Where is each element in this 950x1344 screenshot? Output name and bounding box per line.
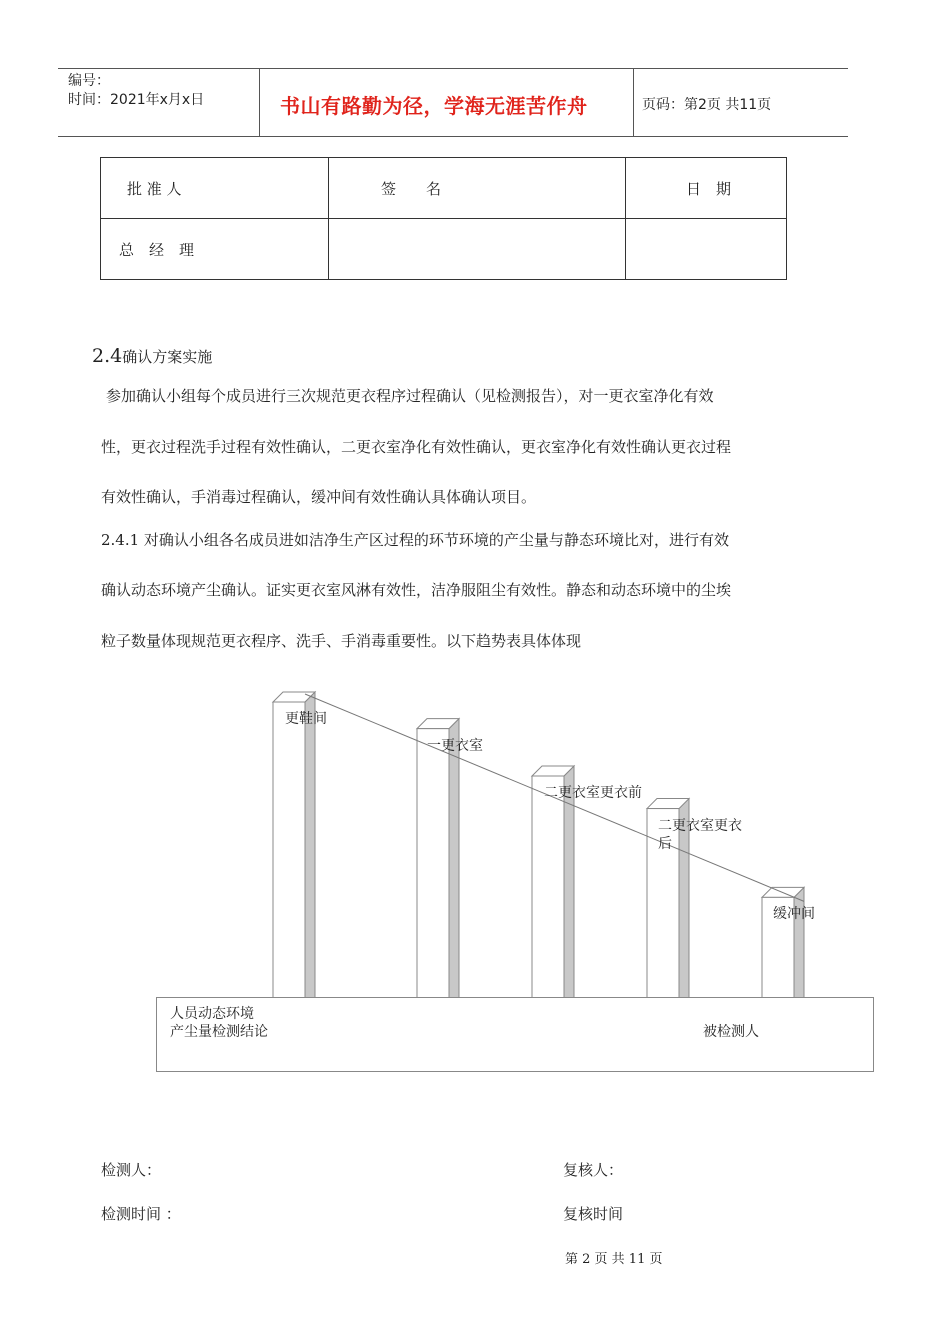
bar xyxy=(273,702,305,998)
chart-base-left-text: 人员动态环境 产尘量检测结论 xyxy=(170,1006,268,1040)
review-time-label: 复核时间 xyxy=(563,1205,624,1223)
section-title: 确认方案实施 xyxy=(122,348,213,366)
approver-role: 总 经 理 xyxy=(101,219,329,280)
test-time-label: 检测时间 ： xyxy=(101,1205,181,1223)
document-number: 编号： xyxy=(68,73,110,89)
bar-category-label: 二更衣室更衣前 xyxy=(544,785,642,801)
bar-side xyxy=(449,719,459,998)
paragraph-line: 有效性确认，手消毒过程确认，缓冲间有效性确认具体确认项目。 xyxy=(101,488,537,506)
header-motto: 书山有路勤为径，学海无涯苦作舟 xyxy=(280,94,588,118)
footer-page-number: 第 2 页 共 11 页 xyxy=(565,1252,663,1267)
reviewer-label: 复核人： xyxy=(563,1161,624,1179)
bar-side xyxy=(794,887,804,998)
bar xyxy=(532,776,564,998)
paragraph-line: 粒子数量体现规范更衣程序、洗手、手消毒重要性。以下趋势表具体体现 xyxy=(101,632,582,650)
bar-side xyxy=(305,692,315,998)
approver-header: 批 准 人 xyxy=(101,158,329,219)
bar-category-label: 二更衣室更衣 后 xyxy=(658,817,742,852)
bar-category-label: 缓冲间 xyxy=(773,906,815,923)
paragraph-line: 性，更衣过程洗手过程有效性确认，二更衣室净化有效性确认，更衣室净化有效性确认更衣过程 xyxy=(101,438,732,456)
signature-header: 签 名 xyxy=(329,158,626,219)
paragraph-line: 参加确认小组每个成员进行三次规范更衣程序过程确认（见检测报告），对一更衣室净化有效 xyxy=(106,387,714,405)
bar xyxy=(417,729,449,998)
bar-category-label: 更鞋间 xyxy=(285,711,327,727)
document-time: 时间：2021年x月x日 xyxy=(68,92,205,108)
bar-category-label: 一更衣室 xyxy=(427,737,483,754)
section-number: 2.4 xyxy=(92,345,123,367)
date-header: 日 期 xyxy=(626,158,787,219)
chart-base-right-text: 被检测人 xyxy=(703,1024,759,1040)
header-page-number: 页码：第2页 共11页 xyxy=(642,97,772,113)
paragraph-line: 2.4.1 对确认小组各名成员进如洁净生产区过程的环节环境的产尘量与静态环境比对，进行有效 xyxy=(101,531,729,549)
paragraph-line: 确认动态环境产尘确认。证实更衣室风淋有效性，洁净服阻尘有效性。静态和动态环境中的尘埃 xyxy=(101,581,732,599)
tester-label: 检测人： xyxy=(101,1161,162,1179)
